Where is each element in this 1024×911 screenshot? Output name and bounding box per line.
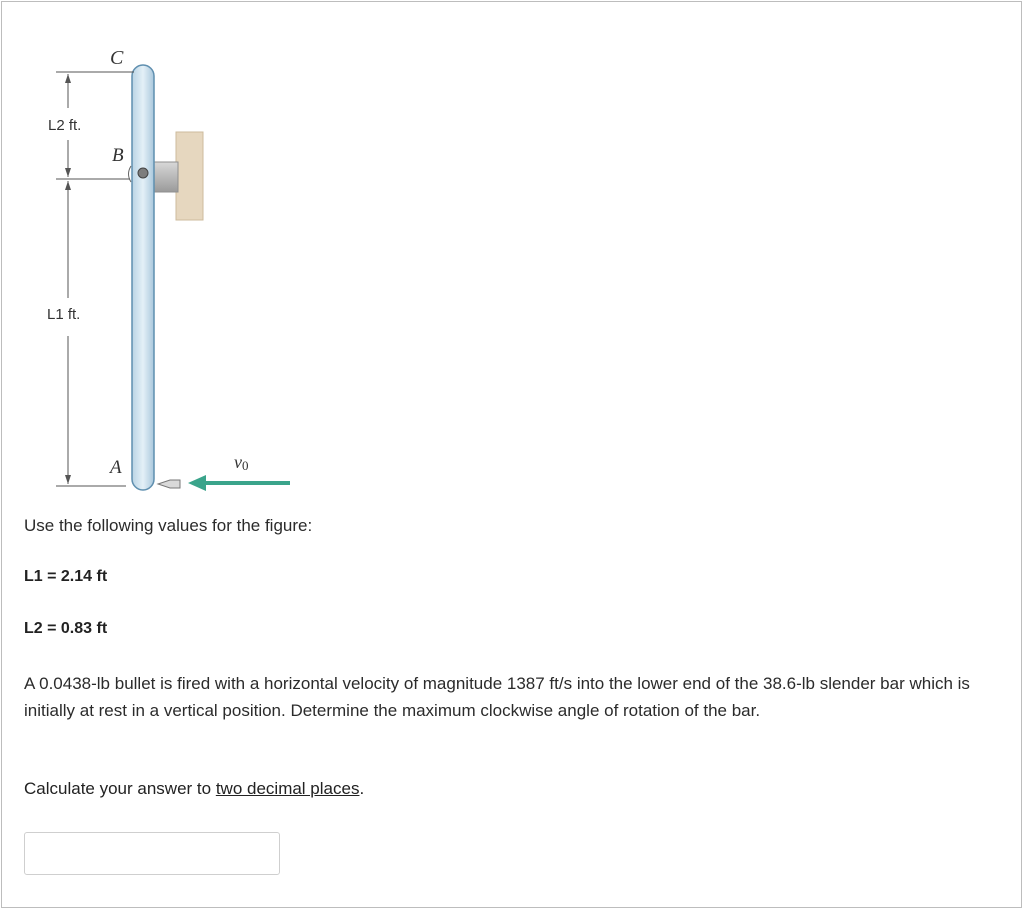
bullet-icon — [158, 480, 180, 488]
intro-text: Use the following values for the figure: — [24, 516, 313, 535]
answer-input[interactable] — [24, 832, 280, 875]
velocity-arrowhead-icon — [188, 475, 206, 491]
label-l1: L1 ft. — [47, 306, 81, 323]
instruction-emphasis: two decimal places — [215, 779, 360, 798]
wall-support — [176, 132, 203, 220]
arrowhead-down-icon — [65, 168, 71, 177]
label-point-c: C — [110, 47, 124, 69]
bar-figure — [30, 40, 300, 500]
value-l2: L2 = 0.83 ft — [24, 620, 108, 637]
value-l1: L1 = 2.14 ft — [24, 568, 108, 585]
problem-statement: A 0.0438-lb bullet is fired with a horizontal velocity of magnitude 1387 ft/s into the lower end of the 38.6-lb slender bar which is initially at rest in a vertical position. Determine the maximum clockwise angle of rotation of the bar. — [24, 674, 970, 720]
arrowhead-up-icon — [65, 74, 71, 83]
label-velocity: v0 — [234, 452, 249, 473]
instruction-text: Calculate your answer to two decimal places. — [24, 779, 365, 798]
label-point-b: B — [112, 145, 124, 166]
arrowhead-up-icon — [65, 181, 71, 190]
pin-b-icon — [138, 168, 148, 178]
label-l2: L2 ft. — [48, 117, 82, 134]
slender-bar — [132, 65, 154, 490]
arrowhead-down-icon — [65, 475, 71, 484]
label-point-a: A — [110, 457, 122, 478]
